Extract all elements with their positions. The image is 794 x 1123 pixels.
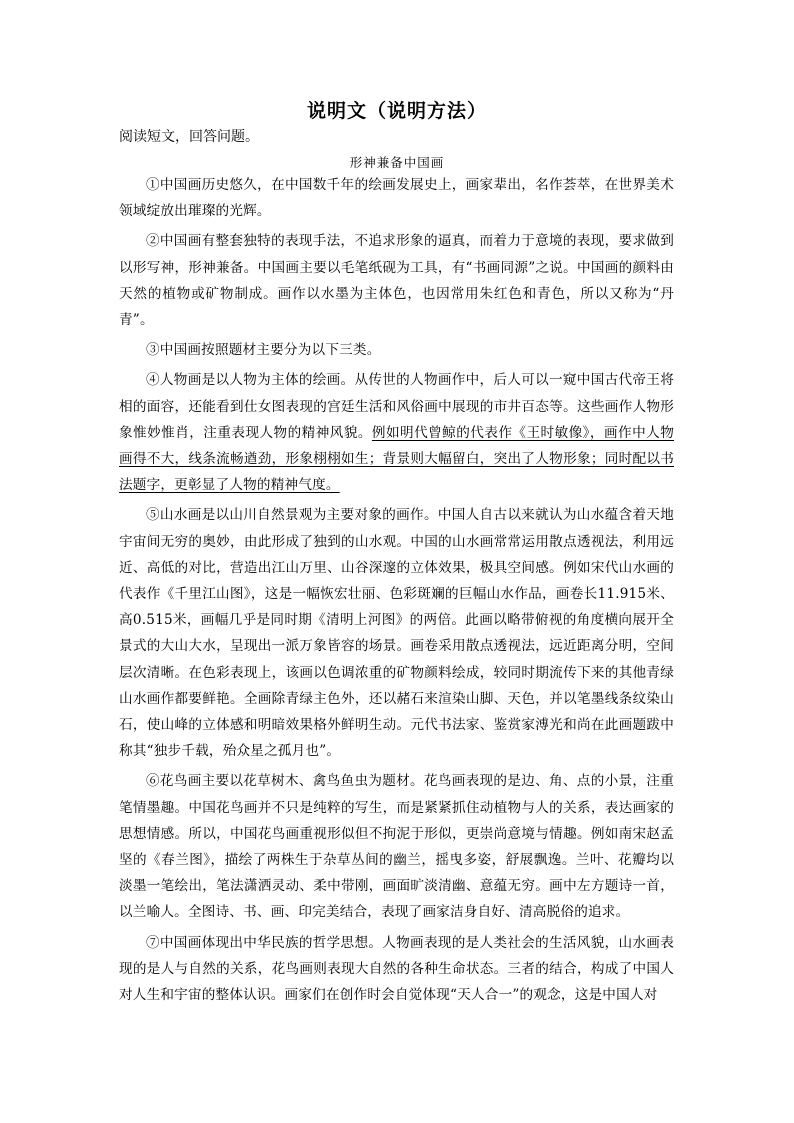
paragraph-2 <box>119 228 674 333</box>
paragraph-text: ③中国画按照题材主要分为以下三类。 <box>146 342 381 359</box>
paragraph-text: ④人物画是以人物为主体的绘画。从传世的人物画作中，后人可以一窥中国古代帝王将相的面容，还能看到仕女图表现的宫廷生活和风俗画中展现的市井百态等。这些画作人物形象惟妙惟肖，注重表现人物的精神风貌。 <box>119 372 674 441</box>
essay-body <box>119 172 674 1008</box>
paragraph-text: ⑤山水画是以山川自然景观为主要对象的画作。中国人自古以来就认为山水蕴含着天地宇宙间无穷的奥妙，由此形成了独到的山水观。中国的山水画常常运用散点透视法，利用远近、高低的对比，营造出江山万里、山谷深邃的立体效果，极具空间感。例如宋代山水画的代表作《千里江山图》，这是一幅恢宏壮丽、色彩斑斓的巨幅山水作品，画卷长11.915米、高0.515米，画幅几乎是同时期《清明上河图》的两倍。此画以略带俯视的角度横向展开全景式的大山大水，呈现出一派万象皆容的场景。画卷采用散点透视法，远近距离分明，空间层次清晰。在色彩表现上，该画以色调浓重的矿物颜料绘成，较同时期流传下来的其他青绿山水画作都要鲜艳。全画除青绿主色外，还以赭石来渲染山脚、天色，并以笔墨线条纹染山石，使山峰的立体感和明暗效果格外鲜明生动。元代书法家、鉴赏家溥光和尚在此画题跋中称其“独步千载，殆众星之孤月也”。 <box>119 507 674 760</box>
paragraph-5 <box>119 502 674 764</box>
paragraph-1 <box>119 172 674 224</box>
paragraph-6 <box>119 768 674 925</box>
paragraph-text: ②中国画有整套独特的表现手法，不追求形象的逼真，而着力于意境的表现，要求做到以形写神，形神兼备。中国画主要以毛笔纸砚为工具，有“书画同源”之说。中国画的颜料由天然的植物或矿物制成。画作以水墨为主体色，也因常用朱红色和青色，所以又称为“丹青”。 <box>119 233 674 329</box>
underlined-passage: 例如明代曾鲸的代表作《王时敏像》，画作中人物画得不大，线条流畅遒劲，形象栩栩如生；背景则大幅留白，突出了人物形象；同时配以书法题字，更彰显了人物的精神气度。 <box>119 424 674 494</box>
instruction-text: 阅读短文，回答问题。 <box>119 129 259 145</box>
paragraph-text: ①中国画历史悠久，在中国数千年的绘画发展史上，画家辈出，名作荟萃，在世界美术领域绽放出璀璨的光辉。 <box>119 177 674 220</box>
paragraph-text: ⑦中国画体现出中华民族的哲学思想。人物画表现的是人类社会的生活风貌，山水画表现的是人与自然的关系，花鸟画则表现大自然的各种生命状态。三者的结合，构成了中国人对人生和宇宙的整体认识。画家们在创作时会自觉体现“天人合一”的观念，这是中国人对 <box>119 934 674 1004</box>
essay-title: 形神兼备中国画 <box>349 155 445 170</box>
paragraph-3 <box>119 337 674 363</box>
paragraph-text: ⑥花鸟画主要以花草树木、禽鸟鱼虫为题材。花鸟画表现的是边、角、点的小景，注重笔情墨趣。中国花鸟画并不只是纯粹的写生，而是紧紧抓住动植物与人的关系，表达画家的思想情感。所以，中国花鸟画重视形似但不拘泥于形似，更崇尚意境与情趣。例如南宋赵孟坚的《春兰图》，描绘了两株生于杂草丛间的幽兰，摇曳多姿，舒展飘逸。兰叶、花瓣均以淡墨一笔绘出，笔法潇洒灵动、柔中带刚，画面旷淡清幽、意蕴无穷。画中左方题诗一首，以兰喻人。全图诗、书、画、印完美结合，表现了画家洁身自好、清高脱俗的追求。 <box>119 773 674 921</box>
paragraph-4 <box>119 367 674 498</box>
paragraph-7 <box>119 930 674 1009</box>
page-title: 说明文（说明方法） <box>306 100 487 122</box>
